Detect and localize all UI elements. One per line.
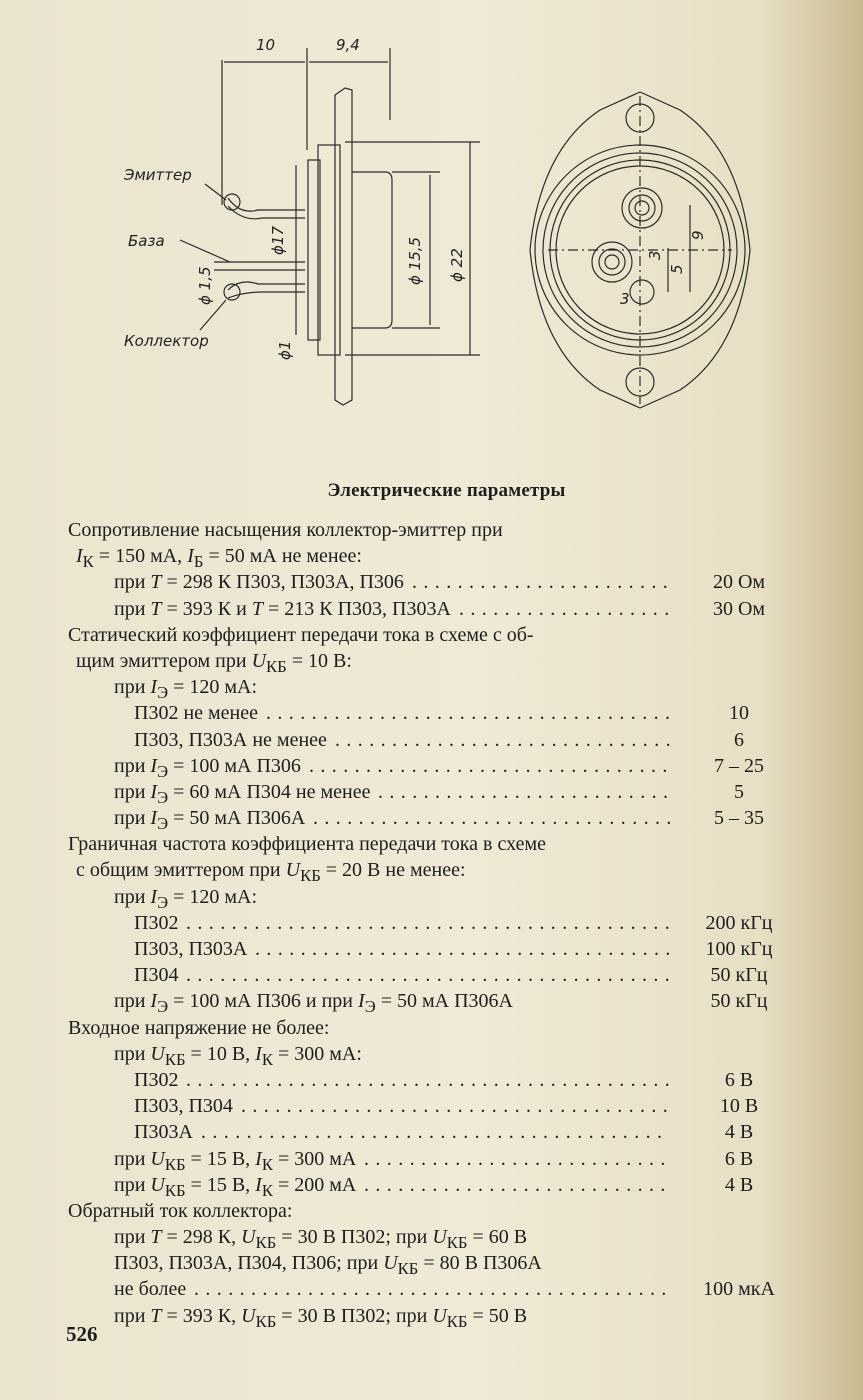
param-text: при T = 393 К и T = 213 К П303, П303А [114, 597, 451, 620]
param-text: при $I_Э = 120$ мА: [114, 885, 258, 912]
param-value: 6 [734, 728, 744, 751]
dim-9: 9 [689, 230, 707, 240]
param-text: при T = 393 К, $U_{КБ} = 30$ В П302; при $U_{КБ} = 50$ В [114, 1304, 528, 1331]
front-view [530, 92, 750, 408]
param-text: при $I_Э = 100$ мА П306 [114, 754, 301, 781]
param-row [68, 1172, 798, 1198]
dim-d1-5: ϕ 1,5 [196, 266, 214, 305]
page-number: 526 [66, 1322, 98, 1346]
param-text: при $U_{КБ} = 15$ В, $I_К = 300$ мА [114, 1147, 357, 1174]
param-text: не более [114, 1278, 187, 1301]
param-text: П303А [134, 1121, 193, 1144]
param-row [68, 910, 798, 936]
param-value: 4 В [724, 1173, 754, 1196]
param-row [68, 962, 798, 988]
param-row [68, 622, 798, 648]
dim-d17: ϕ17 [269, 226, 287, 255]
param-row [68, 727, 798, 753]
param-text: П303, П303А, П304, П306; при $U_{КБ} = 80$ В П306А [114, 1252, 542, 1279]
param-row [68, 1041, 798, 1067]
leader-dots: ........................................... [186, 1068, 677, 1091]
param-value: 100 мкА [703, 1278, 775, 1301]
leader-dots: .......................... [378, 780, 675, 803]
param-text: при T = 298 К, $U_{КБ} = 30$ В П302; при $U_{КБ} = 60$ В [114, 1226, 528, 1253]
param-row [68, 805, 798, 834]
label-base: База [128, 232, 165, 250]
param-value: 30 Ом [712, 597, 766, 620]
param-text: П304 [134, 964, 179, 987]
leader-dots: ................... [459, 597, 676, 620]
param-row [68, 596, 798, 622]
param-value: 100 кГц [705, 938, 773, 960]
leader-dots: ................................ [313, 807, 678, 830]
param-row [68, 1015, 798, 1041]
param-text: П302 [134, 911, 179, 934]
param-value: 4 В [724, 1121, 754, 1144]
param-text: при $U_{КБ} = 15$ В, $I_К = 200$ мА [114, 1173, 357, 1200]
param-row [68, 779, 798, 805]
param-text: $I_К = 150$ мА, $I_Б = 50$ мА не менее: [76, 545, 362, 572]
leader-dots: ....................... [412, 571, 675, 594]
dim-d1: ϕ1 [276, 340, 294, 360]
param-text: П302 не менее [134, 702, 259, 725]
label-collector: Коллектор [124, 332, 209, 350]
dim-3a: 3 [646, 250, 664, 260]
param-row [68, 936, 798, 962]
param-text: Обратный ток коллектора: [68, 1199, 293, 1222]
dim-d15-5: ϕ 15,5 [406, 236, 424, 285]
param-row [68, 674, 798, 703]
param-text: щим эмиттером при $U_{КБ} = 10$ В: [76, 649, 352, 676]
param-row [68, 569, 798, 595]
param-row [68, 700, 798, 726]
param-row [68, 1276, 798, 1302]
leader-dots: .................................... [266, 702, 677, 725]
param-row [68, 517, 798, 543]
leader-dots: ...................................... [241, 1095, 675, 1118]
param-row [68, 831, 798, 857]
param-text: П302 [134, 1068, 179, 1091]
leader-dots: ......................................... [201, 1121, 669, 1144]
param-row [68, 1303, 798, 1329]
leader-dots: ........................................... [186, 964, 677, 987]
param-text: Граничная частота коэффициента передачи тока в схеме [68, 833, 547, 856]
param-row [68, 1093, 798, 1119]
dim-3b: 3 [620, 290, 630, 308]
label-emitter: Эмиттер [124, 166, 192, 184]
param-value: 50 кГц [710, 964, 768, 987]
param-value: 5 [734, 780, 744, 803]
param-text: при $I_Э = 120$ мА: [114, 676, 258, 703]
param-text: при T = 298 К П303, П303А, П306 [114, 571, 404, 594]
param-text: при $I_Э = 100$ мА П306 и при $I_Э = 50$ мА П306А [114, 990, 513, 1017]
leader-dots: .............................. [335, 728, 677, 751]
param-value: 7 – 25 [714, 754, 764, 777]
param-row [68, 1067, 798, 1093]
dim-9-4: 9,4 [336, 36, 360, 54]
leader-dots: ........................................... [186, 911, 677, 934]
param-row [68, 1224, 798, 1253]
param-text: Статический коэффициент передачи тока в схеме с об- [68, 623, 534, 646]
parameters-list [68, 517, 798, 1329]
leader-dots: ..................................... [255, 938, 677, 960]
param-value: 10 В [719, 1095, 759, 1118]
param-value: 10 [729, 702, 749, 725]
param-text: при $I_Э = 60$ мА П304 не менее [114, 780, 371, 807]
param-text: П303, П303А [134, 938, 248, 960]
param-row [68, 1250, 798, 1279]
param-row [68, 648, 798, 674]
dim-10: 10 [256, 36, 276, 54]
param-text: Сопротивление насыщения коллектор-эмиттер при [68, 519, 503, 541]
param-text: с общим эмиттером при $U_{КБ} = 20$ В не менее: [76, 859, 466, 886]
param-row [68, 1119, 798, 1145]
param-text: при $I_Э = 50$ мА П306А [114, 807, 306, 834]
param-value: 5 – 35 [714, 807, 764, 830]
param-row [68, 753, 798, 779]
param-text: при $U_{КБ} = 10$ В, $I_К = 300$ мА: [114, 1042, 362, 1069]
param-row [68, 884, 798, 910]
leader-dots: ................................ [309, 754, 674, 777]
section-title: Электрические параметры [327, 480, 566, 501]
transistor-drawings [0, 0, 863, 430]
param-row [68, 857, 798, 886]
param-text: П303, П303А не менее [134, 728, 327, 751]
leader-dots: .......................................... [194, 1278, 673, 1301]
leader-dots: ........................... [364, 1147, 672, 1170]
param-row [68, 1146, 798, 1172]
leader-dots: ........................... [364, 1173, 672, 1196]
param-value: 20 Ом [712, 571, 766, 594]
dim-5: 5 [668, 264, 686, 274]
param-row [68, 988, 798, 1017]
param-text: Входное напряжение не более: [68, 1016, 330, 1039]
param-text: П303, П304 [134, 1095, 233, 1118]
param-value: 200 кГц [705, 911, 773, 934]
dim-d22: ϕ 22 [448, 248, 466, 282]
param-value: 6 В [724, 1147, 754, 1170]
dimension-drawing [0, 0, 863, 430]
param-value: 50 кГц [710, 990, 768, 1013]
param-row [68, 1198, 798, 1224]
param-row [68, 543, 798, 572]
param-value: 6 В [724, 1068, 754, 1091]
